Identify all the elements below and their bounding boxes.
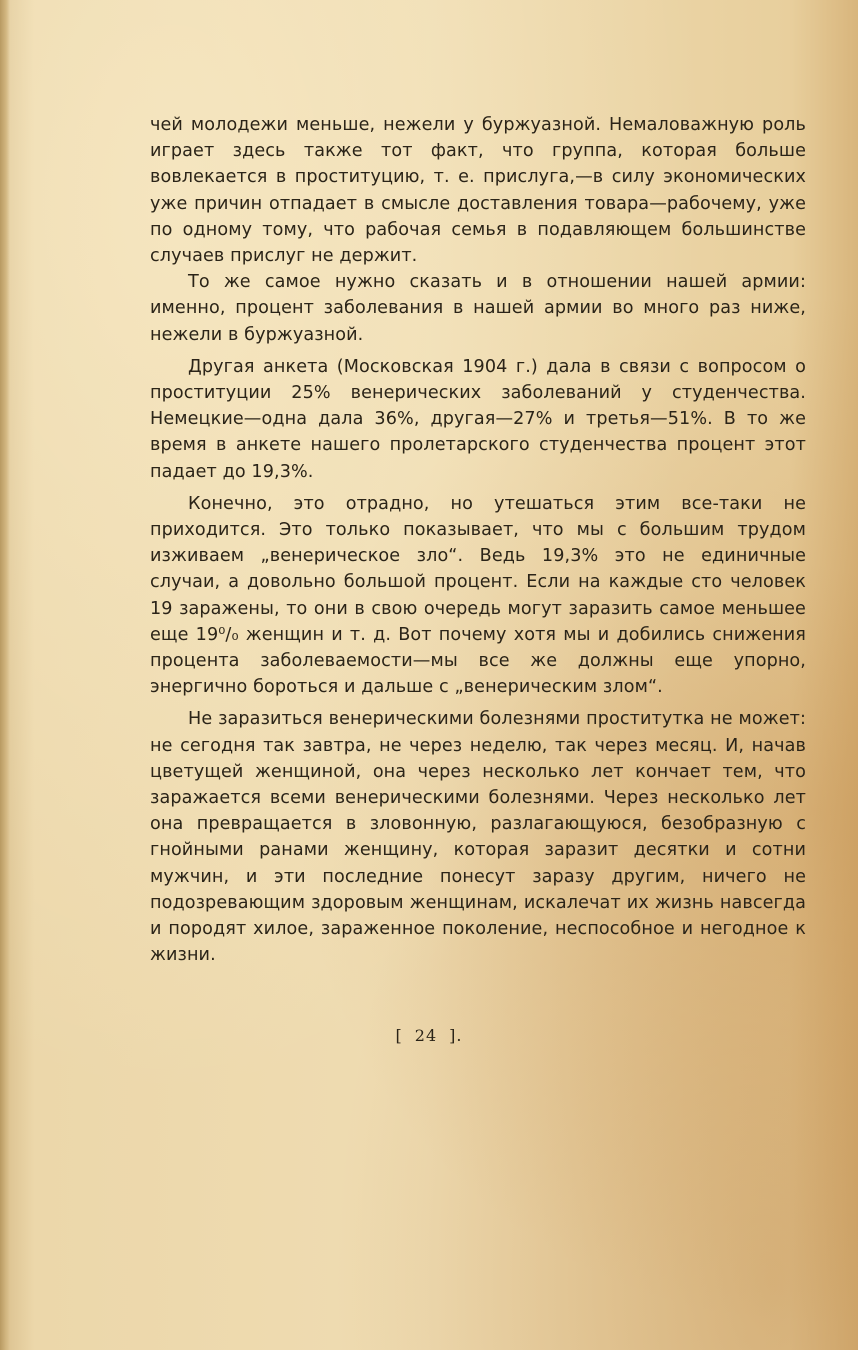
page-number-close-bracket: ]. xyxy=(449,1026,463,1045)
paragraph-5: Не заразиться венерическими болезнями проститутка не может: не сегодня так завтра, не через неделю, так через месяц. И, начав цветущей женщиной, она через несколько лет кончает тем, что заражается всеми венерическими болезнями. Через несколько лет она превращается в зловонную, разлагающуюся, безобразную с гнойными ранами женщину, которая заразит десятки и сотни мужчин, и эти последние понесут заразу другим, ничего не подозревающим здоровым женщинам, искалечат их жизнь навсегда и породят хилое, зараженное поколение, неспособное и негодное к жизни. xyxy=(150,709,806,966)
page-binding-edge xyxy=(0,0,10,1350)
page-number-value: 24 xyxy=(414,1026,438,1045)
paragraph-3: Другая анкета (Московская 1904 г.) дала в связи с вопросом о проституции 25% венерических заболеваний у студенчества. Немецкие—одна дала 36%, другая—27% и третья—51%. В то же время в анкете нашего пролетарского студенчества процент этот падает до 19,3%. xyxy=(150,356,806,482)
page-number-open-bracket: [ xyxy=(395,1026,403,1045)
paragraph-1: чей молодежи меньше, нежели у буржуазной. Немаловажную роль играет здесь также тот факт, что группа, которая больше вовлекается в проституцию, т. е. прислуга,—в силу экономических уже причин отпадает в смысле доставления товара—рабочему, уже по одному тому, что рабочая семья в подавляющем большинстве случаев прислуг не держит. xyxy=(150,115,806,267)
body-text xyxy=(150,112,806,969)
page-number xyxy=(0,1026,858,1045)
paragraph-2: То же самое нужно сказать и в отношении нашей армии: именно, процент заболевания в нашей армии во много раз ниже, нежели в буржуазной. xyxy=(150,272,806,345)
paragraph-4: Конечно, это отрадно, но утешаться этим все-таки не приходится. Это только показывает, что мы с большим трудом изживаем „венерическое зло“. Ведь 19,3% это не единичные случаи, а довольно большой процент. Если на каждые сто человек 19 заражены, то они в свою очередь могут заразить самое меньшее еще 19⁰/₀ женщин и т. д. Вот почему хотя мы и добились снижения процента заболеваемости—мы все же должны еще упорно, энергично бороться и дальше с „венерическим злом“. xyxy=(150,493,806,698)
